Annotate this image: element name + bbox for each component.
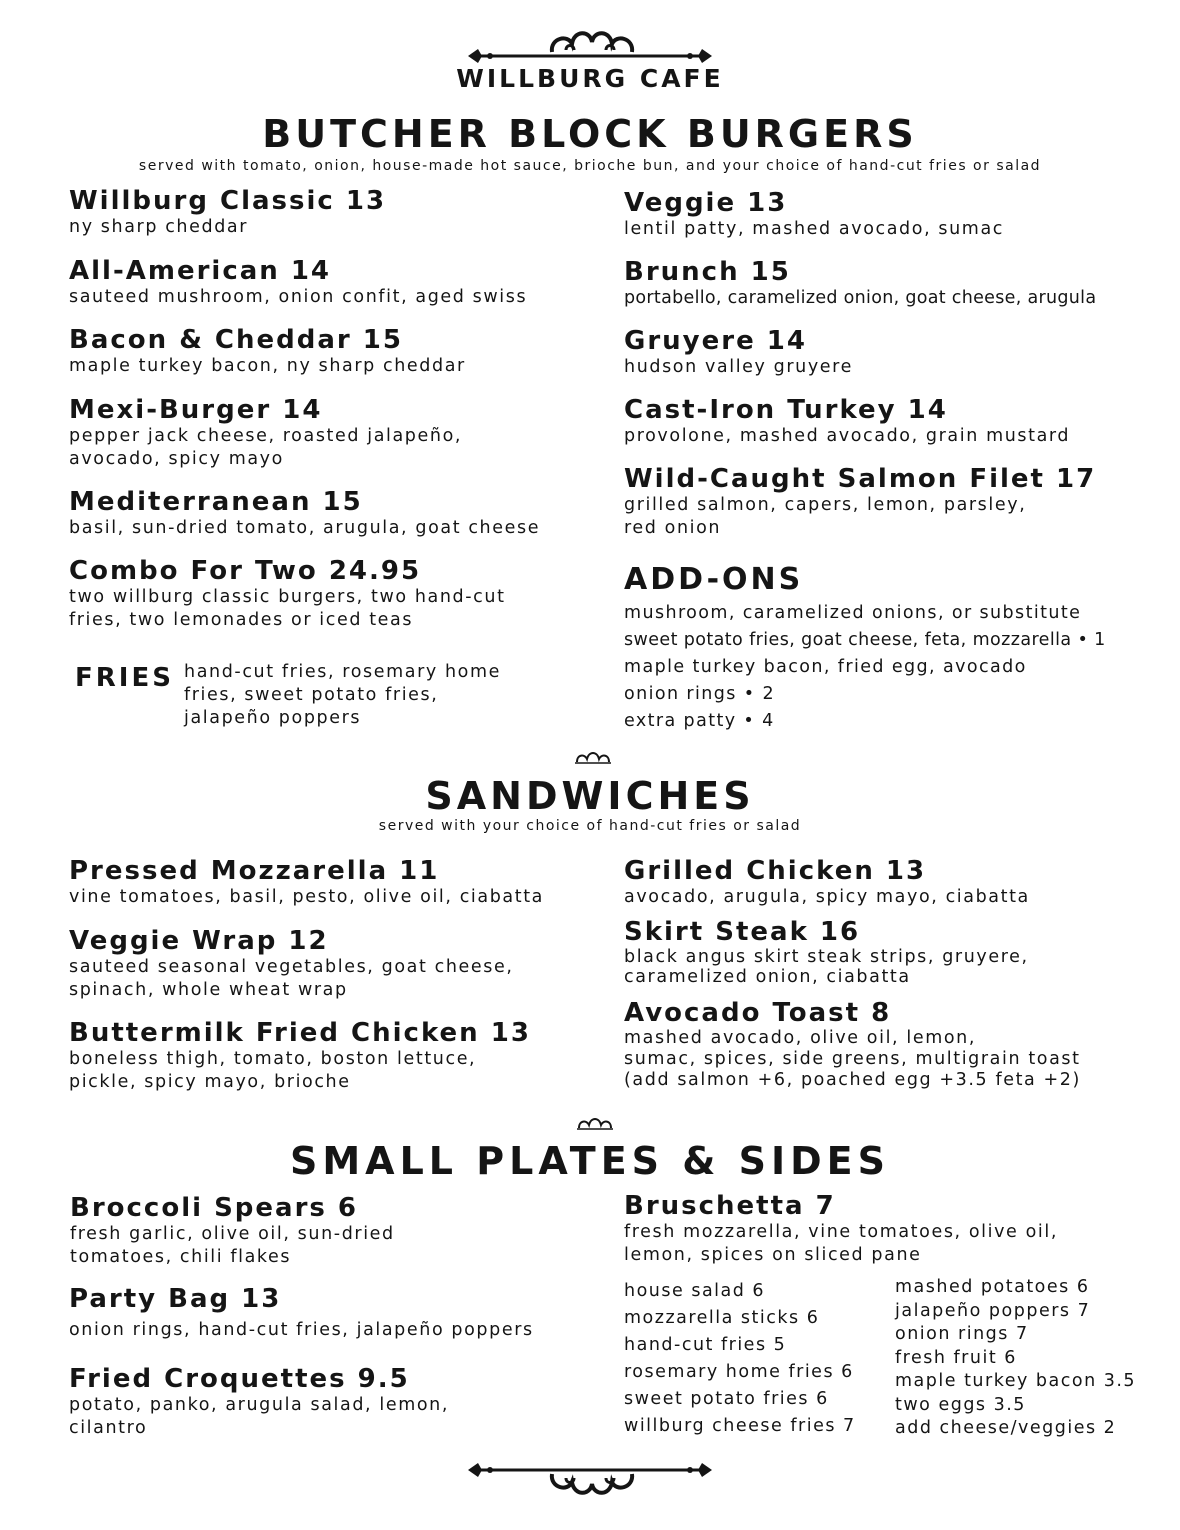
side-item: maple turkey bacon 3.5 <box>895 1371 1137 1391</box>
item-desc: vine tomatoes, basil, pesto, olive oil, ciabatta <box>69 887 545 907</box>
item-desc: sumac, spices, side greens, multigrain toast <box>624 1049 1081 1069</box>
side-item: willburg cheese fries 7 <box>624 1416 856 1436</box>
item-desc: grilled salmon, capers, lemon, parsley, <box>624 495 1027 515</box>
item-desc: pickle, spicy mayo, brioche <box>69 1072 351 1092</box>
item-desc: hudson valley gruyere <box>624 357 853 377</box>
item-desc: basil, sun-dried tomato, arugula, goat cheese <box>69 518 541 538</box>
item-desc: black angus skirt steak strips, gruyere, <box>624 947 1029 967</box>
item-desc: boneless thigh, tomato, boston lettuce, <box>69 1049 477 1069</box>
side-item: mashed potatoes 6 <box>895 1277 1090 1297</box>
side-item: mozzarella sticks 6 <box>624 1308 820 1328</box>
item-desc: two willburg classic burgers, two hand-cut <box>69 587 506 607</box>
item-desc: lentil patty, mashed avocado, sumac <box>624 219 1004 239</box>
item-name: Bruschetta 7 <box>624 1191 836 1221</box>
item-desc: (add salmon +6, poached egg +3.5 feta +2) <box>624 1070 1081 1090</box>
item-desc: sauteed mushroom, onion confit, aged swiss <box>69 287 528 307</box>
item-name: Party Bag 13 <box>69 1284 282 1314</box>
menu-item <box>69 186 386 239</box>
menu-item <box>624 257 1096 310</box>
footer-ornament <box>0 1456 1180 1506</box>
side-item: add cheese/veggies 2 <box>895 1418 1117 1438</box>
menu-item <box>69 856 544 909</box>
item-name: Fried Croquettes 9.5 <box>69 1364 410 1394</box>
addon-line: sweet potato fries, goat cheese, feta, mozzarella • 1 <box>624 630 1106 650</box>
item-desc: pepper jack cheese, roasted jalapeño, <box>69 426 463 446</box>
side-item: onion rings 7 <box>895 1324 1029 1344</box>
addon-line: onion rings • 2 <box>624 684 775 704</box>
addon-line: mushroom, caramelized onions, or substitute <box>624 603 1082 623</box>
item-desc: fresh garlic, olive oil, sun-dried <box>70 1224 395 1244</box>
item-name: Mexi-Burger 14 <box>69 395 323 425</box>
addon-line: extra patty • 4 <box>624 711 775 731</box>
item-desc: spinach, whole wheat wrap <box>69 980 348 1000</box>
item-desc: tomatoes, chili flakes <box>70 1247 292 1267</box>
divider-ornament <box>575 1116 615 1132</box>
item-name: Bacon & Cheddar 15 <box>69 325 403 355</box>
addon-line: maple turkey bacon, fried egg, avocado <box>624 657 1027 677</box>
fries-line: fries, sweet potato fries, <box>184 685 439 705</box>
fries-label: FRIES <box>75 663 174 693</box>
item-desc: mashed avocado, olive oil, lemon, <box>624 1028 977 1048</box>
item-desc: portabello, caramelized onion, goat cheese, arugula <box>624 288 1097 308</box>
item-desc: sauteed seasonal vegetables, goat cheese, <box>69 957 514 977</box>
item-name: Cast-Iron Turkey 14 <box>624 395 948 425</box>
item-name: Veggie 13 <box>624 188 788 218</box>
menu-item <box>69 395 462 471</box>
item-desc: lemon, spices on sliced pane <box>624 1245 922 1265</box>
menu-item <box>624 856 1030 909</box>
item-desc: cilantro <box>69 1418 148 1438</box>
small-plates-title: SMALL PLATES & SIDES <box>290 1139 890 1183</box>
side-item: rosemary home fries 6 <box>624 1362 854 1382</box>
menu-item <box>69 556 506 632</box>
item-desc: onion rings, hand-cut fries, jalapeño poppers <box>69 1320 534 1340</box>
menu-item <box>69 256 527 309</box>
item-desc: avocado, spicy mayo <box>69 449 284 469</box>
brand-name: WILLBURG CAFE <box>456 64 724 93</box>
menu-item <box>624 464 1096 540</box>
menu-item <box>69 1364 449 1440</box>
item-desc: fresh mozzarella, vine tomatoes, olive oil, <box>624 1222 1058 1242</box>
burgers-title: BUTCHER BLOCK BURGERS <box>262 112 918 156</box>
addons-title: ADD-ONS <box>624 562 804 597</box>
menu-item <box>69 487 540 540</box>
menu-item <box>624 188 1004 241</box>
item-name: Veggie Wrap 12 <box>69 926 329 956</box>
item-name: Buttermilk Fried Chicken 13 <box>69 1018 531 1048</box>
item-name: Grilled Chicken 13 <box>624 856 927 886</box>
side-item: fresh fruit 6 <box>895 1347 1017 1368</box>
menu-item <box>624 395 1070 448</box>
sandwiches-title: SANDWICHES <box>425 774 755 818</box>
side-item: two eggs 3.5 <box>895 1394 1026 1415</box>
item-desc: maple turkey bacon, ny sharp cheddar <box>69 356 466 376</box>
sandwiches-subtitle: served with your choice of hand-cut fries or salad <box>378 818 802 834</box>
side-item: hand-cut fries 5 <box>624 1335 787 1355</box>
item-name: Gruyere 14 <box>624 326 807 356</box>
item-name: Broccoli Spears 6 <box>70 1193 359 1223</box>
item-name: Combo For Two 24.95 <box>69 556 422 586</box>
item-name: Wild-Caught Salmon Filet 17 <box>624 464 1097 494</box>
sides-list-1 <box>624 1278 856 1440</box>
item-name: All-American 14 <box>69 256 332 286</box>
fries-list <box>184 661 501 730</box>
fries-line: hand-cut fries, rosemary home <box>184 662 501 682</box>
menu-item <box>624 326 853 379</box>
item-name: Avocado Toast 8 <box>624 998 892 1028</box>
side-item: jalapeño poppers 7 <box>895 1300 1091 1321</box>
item-name: Mediterranean 15 <box>69 487 363 517</box>
side-item: sweet potato fries 6 <box>624 1389 829 1409</box>
menu-item <box>624 917 1029 987</box>
item-desc: ny sharp cheddar <box>69 217 249 237</box>
item-desc: avocado, arugula, spicy mayo, ciabatta <box>624 887 1030 907</box>
item-name: Brunch 15 <box>624 257 791 287</box>
item-desc: red onion <box>624 518 722 538</box>
item-name: Willburg Classic 13 <box>69 186 387 216</box>
item-desc: potato, panko, arugula salad, lemon, <box>69 1395 450 1415</box>
side-item: house salad 6 <box>624 1281 766 1301</box>
item-name: Skirt Steak 16 <box>624 917 861 947</box>
burgers-subtitle: served with tomato, onion, house-made hot sauce, brioche bun, and your choice of hand-cut fries or salad <box>138 158 1042 174</box>
menu-item <box>70 1193 395 1269</box>
item-desc: fries, two lemonades or iced teas <box>69 610 414 630</box>
divider-ornament <box>573 750 613 766</box>
menu-item <box>624 998 1081 1091</box>
menu-item <box>69 325 466 378</box>
fries-line: jalapeño poppers <box>184 708 362 728</box>
item-desc: provolone, mashed avocado, grain mustard <box>624 426 1071 446</box>
menu-item <box>624 1191 1058 1267</box>
item-desc: caramelized onion, ciabatta <box>624 967 911 987</box>
menu-item <box>69 1284 534 1342</box>
sides-list-2 <box>895 1276 1136 1441</box>
addons-list <box>624 600 1106 735</box>
menu-item <box>69 926 514 1002</box>
item-name: Pressed Mozzarella 11 <box>69 856 440 886</box>
menu-item <box>69 1018 531 1094</box>
